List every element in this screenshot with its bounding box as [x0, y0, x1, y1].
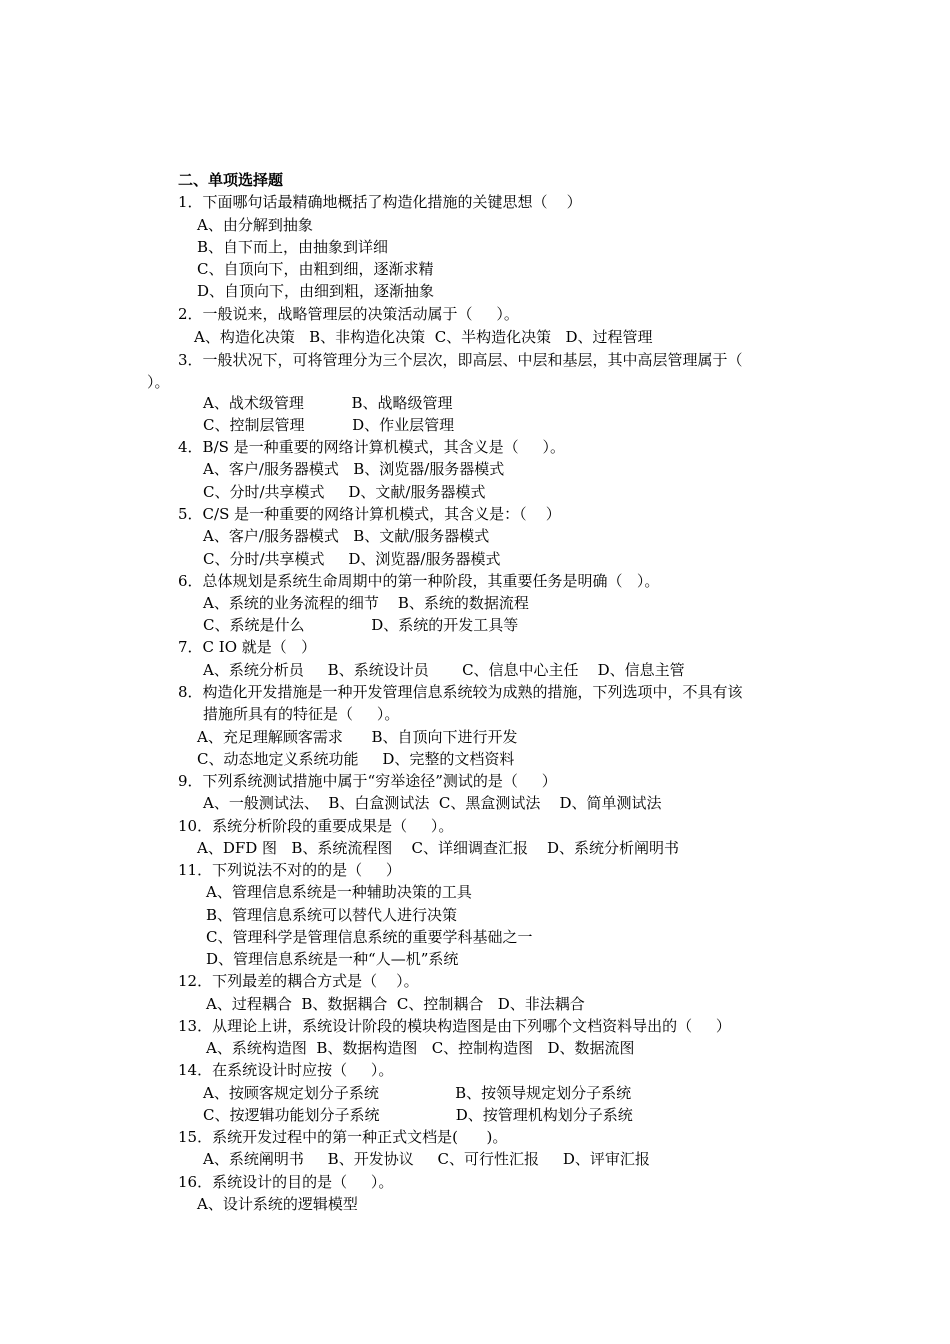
- question-2: 2．一般说来，战略管理层的决策活动属于（ ）。: [178, 305, 519, 323]
- question-8-options-cd: C、动态地定义系统功能 D、完整的文档资料: [197, 750, 515, 768]
- question-4-options-cd: C、分时/共享模式 D、文献/服务器模式: [203, 483, 486, 501]
- question-5: 5．C/S 是一种重要的网络计算机模式，其含义是：（ ）: [178, 505, 561, 523]
- question-8-continued: 措施所具有的特征是（ ）。: [203, 705, 400, 723]
- question-2-options: A、构造化决策 B、非构造化决策 C、半构造化决策 D、过程管理: [194, 328, 653, 346]
- question-10: 10．系统分析阶段的重要成果是（ ）。: [178, 817, 454, 835]
- question-12-options: A、过程耦合 B、数据耦合 C、控制耦合 D、非法耦合: [206, 995, 585, 1013]
- question-6-options-ab: A、系统的业务流程的细节 B、系统的数据流程: [203, 594, 529, 612]
- question-4: 4．B/S 是一种重要的网络计算机模式，其含义是（ ）。: [178, 438, 566, 456]
- question-1-option-c: C、自顶向下，由粗到细，逐渐求精: [197, 260, 434, 278]
- question-14-options-cd: C、按逻辑功能划分子系统 D、按管理机构划分子系统: [203, 1106, 633, 1124]
- question-5-options-cd: C、分时/共享模式 D、浏览器/服务器模式: [203, 550, 501, 568]
- question-9: 9．下列系统测试措施中属于“穷举途径”测试的是（ ）: [178, 772, 557, 790]
- question-15: 15．系统开发过程中的第一种正式文档是( )。: [178, 1128, 508, 1146]
- question-11-option-c: C、管理科学是管理信息系统的重要学科基础之一: [206, 928, 533, 946]
- question-5-options-ab: A、客户/服务器模式 B、文献/服务器模式: [203, 527, 490, 545]
- question-11-option-d: D、管理信息系统是一种“人—机”系统: [206, 950, 459, 968]
- question-13-options: A、系统构造图 B、数据构造图 C、控制构造图 D、数据流图: [206, 1039, 635, 1057]
- question-3: 3．一般状况下，可将管理分为三个层次，即高层、中层和基层，其中高层管理属于（: [178, 351, 743, 369]
- question-3-options-cd: C、控制层管理 D、作业层管理: [203, 416, 455, 434]
- question-3-options-ab: A、战术级管理 B、战略级管理: [203, 394, 453, 412]
- question-6: 6．总体规划是系统生命周期中的第一种阶段，其重要任务是明确（ ）。: [178, 572, 660, 590]
- question-1: 1．下面哪句话最精确地概括了构造化措施的关键思想（ ）: [178, 193, 582, 211]
- question-3-continued: ）。: [147, 373, 170, 391]
- question-16-option-a: A、设计系统的逻辑模型: [197, 1195, 358, 1213]
- question-11-option-a: A、管理信息系统是一种辅助决策的工具: [206, 883, 472, 901]
- question-11-option-b: B、管理信息系统可以替代人进行决策: [206, 906, 458, 924]
- question-16: 16．系统设计的目的是（ ）。: [178, 1173, 394, 1191]
- question-7: 7．C IO 就是（ ）: [178, 638, 317, 656]
- question-10-options: A、DFD 图 B、系统流程图 C、详细调查汇报 D、系统分析阐明书: [197, 839, 680, 857]
- question-8-options-ab: A、充足理解顾客需求 B、自顶向下进行开发: [197, 728, 518, 746]
- question-1-option-b: B、自下而上，由抽象到详细: [197, 238, 389, 256]
- question-14-options-ab: A、按顾客规定划分子系统 B、按领导规定划分子系统: [203, 1084, 632, 1102]
- question-14: 14．在系统设计时应按（ ）。: [178, 1061, 394, 1079]
- question-1-option-d: D、自顶向下，由细到粗，逐渐抽象: [197, 282, 435, 300]
- question-15-options: A、系统阐明书 B、开发协议 C、可行性汇报 D、评审汇报: [203, 1150, 650, 1168]
- question-11: 11．下列说法不对的的是（ ）: [178, 861, 401, 879]
- question-4-options-ab: A、客户/服务器模式 B、浏览器/服务器模式: [203, 460, 505, 478]
- question-13: 13．从理论上讲，系统设计阶段的模块构造图是由下列哪个文档资料导出的（ ）: [178, 1017, 731, 1035]
- question-1-option-a: A、由分解到抽象: [197, 216, 313, 234]
- question-6-options-cd: C、系统是什么 D、系统的开发工具等: [203, 616, 519, 634]
- question-7-options: A、系统分析员 B、系统设计员 C、信息中心主任 D、信息主管: [203, 661, 685, 679]
- section-title: 二、单项选择题: [178, 171, 284, 189]
- question-8: 8．构造化开发措施是一种开发管理信息系统较为成熟的措施，下列选项中，不具有该: [178, 683, 743, 701]
- question-9-options: A、一般测试法、 B、白盒测试法 C、黑盒测试法 D、简单测试法: [203, 794, 662, 812]
- question-12: 12．下列最差的耦合方式是（ ）。: [178, 972, 419, 990]
